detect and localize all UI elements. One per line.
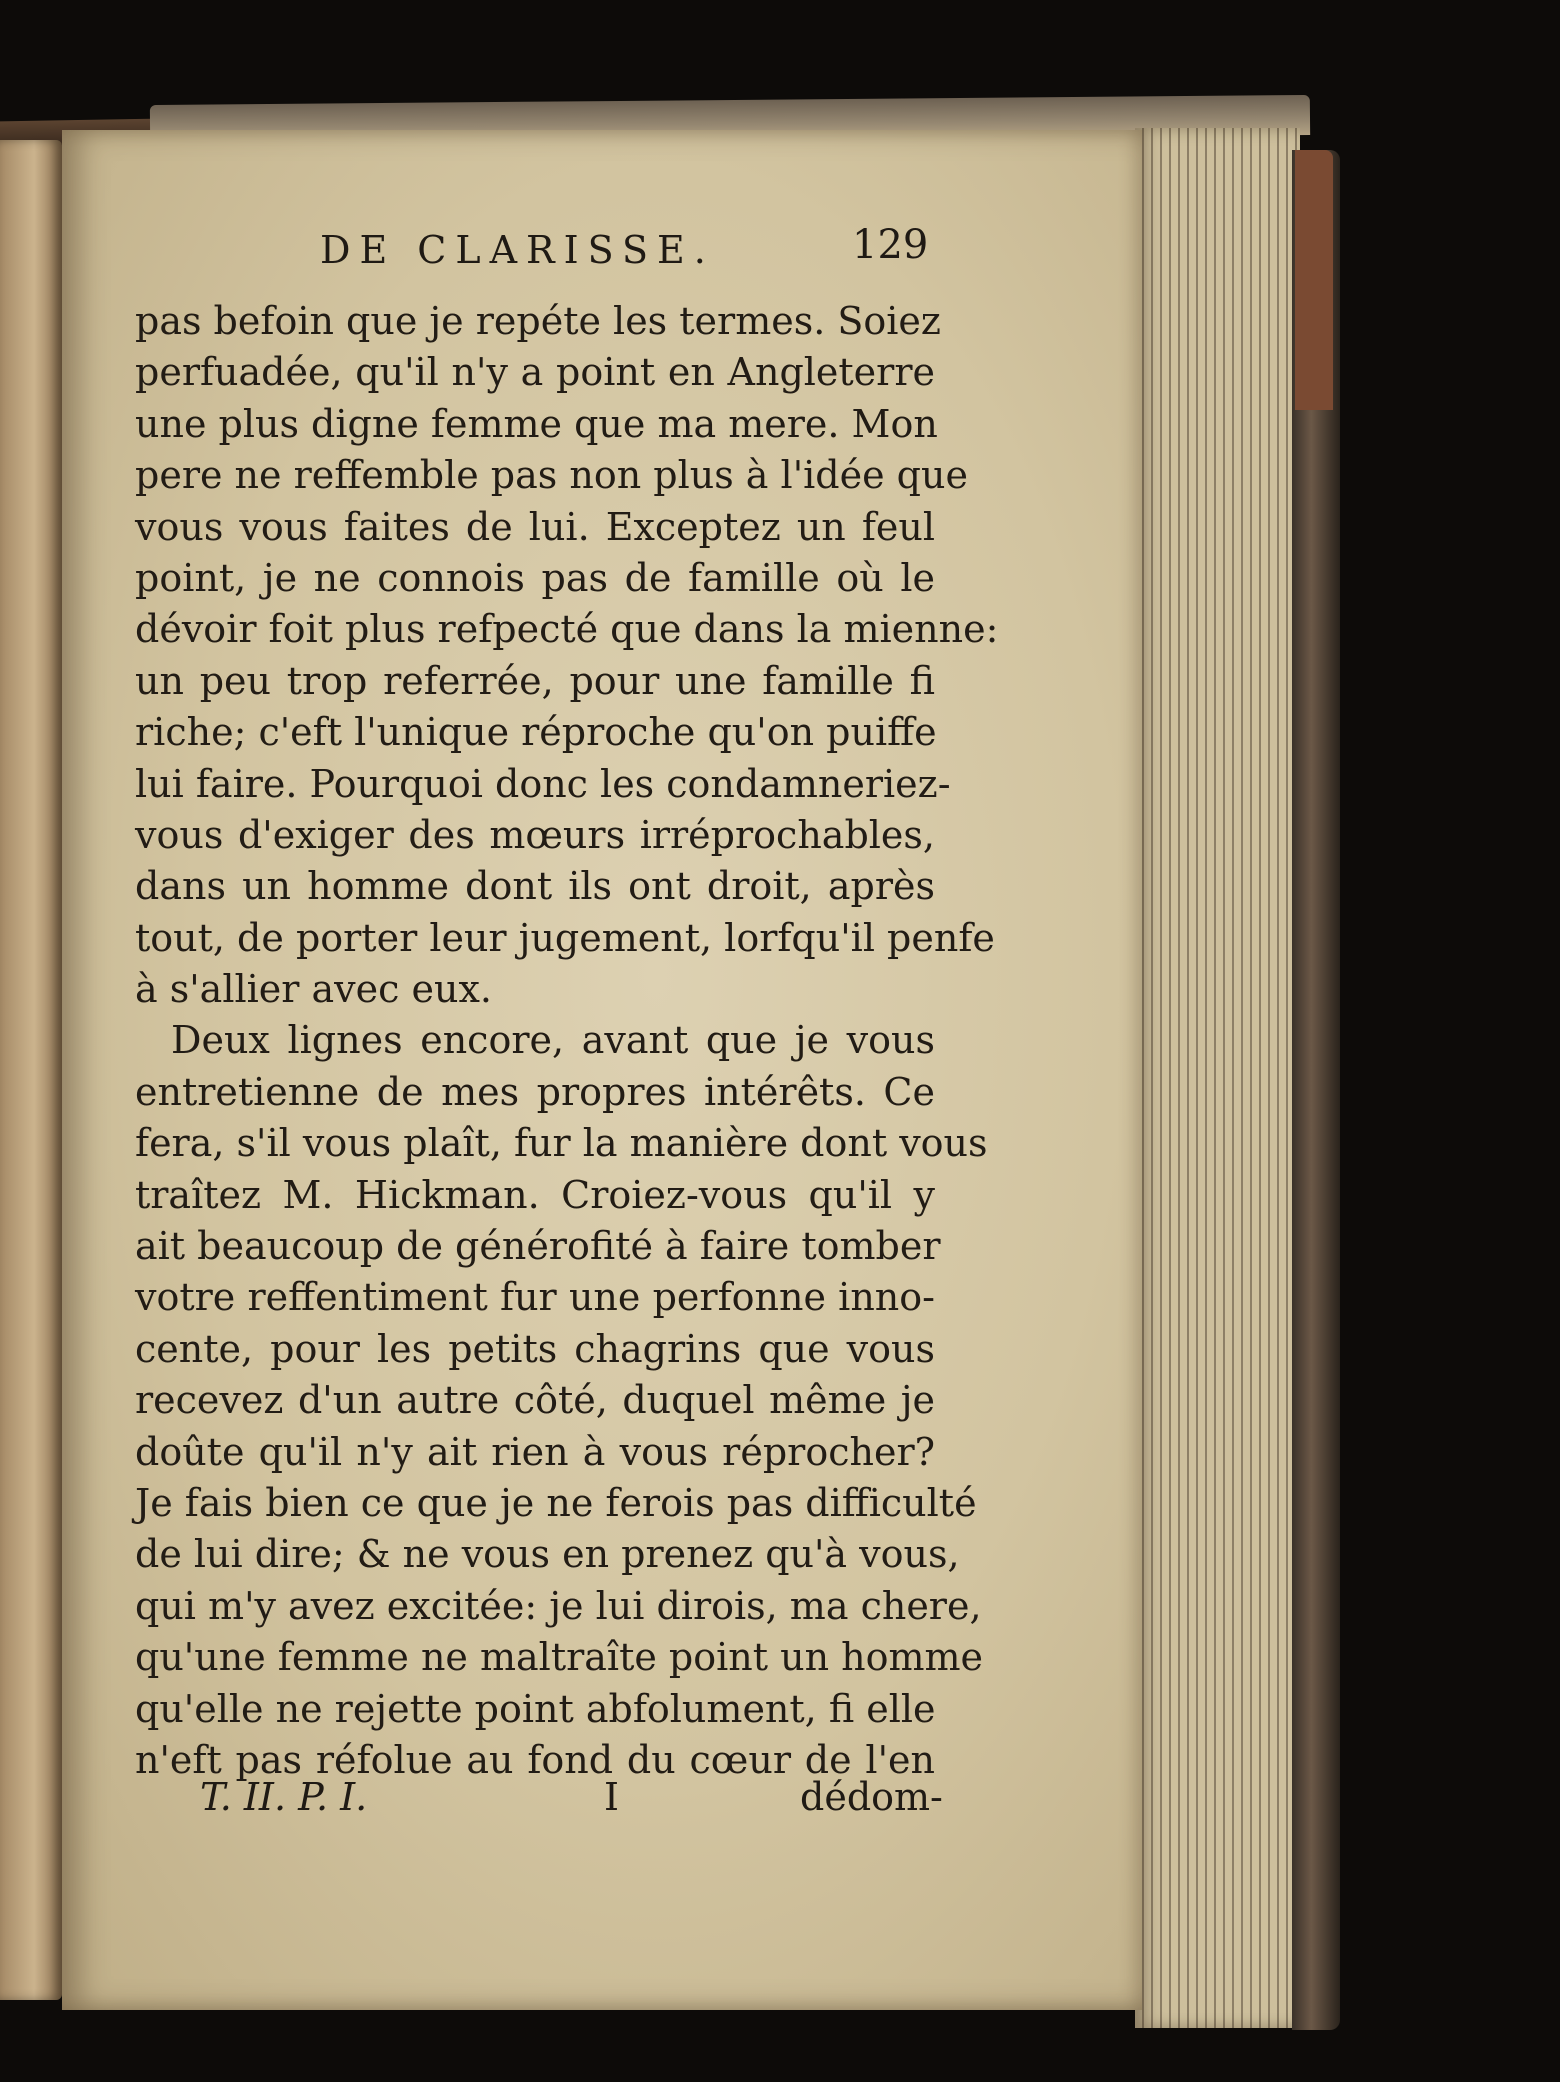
text-line: point, je ne connois pas de famille où le xyxy=(135,555,935,600)
text-line: dans un homme dont ils ont droit, après xyxy=(135,864,935,909)
text-line: recevez d'un autre côté, duquel même je xyxy=(135,1378,935,1423)
text-line: pere ne reffemble pas non plus à l'idée que xyxy=(135,453,968,498)
text-line: vous d'exiger des mœurs irréprochables, xyxy=(135,812,935,857)
text-line: pas befoin que je repéte les termes. Soiez xyxy=(135,299,941,343)
text-line: fera, s'il vous plaît, fur la manière dont vous xyxy=(135,1121,988,1166)
running-head: DE CLARISSE. xyxy=(320,228,715,272)
text-line: ait beaucoup de générofité à faire tomber xyxy=(135,1224,941,1269)
text-line: n'eft pas réfolue au fond du cœur de l'en xyxy=(135,1737,935,1782)
body-text xyxy=(135,296,999,1786)
text-line: qu'elle ne rejette point abfolument, fi elle xyxy=(135,1686,936,1731)
catchword: dédom- xyxy=(800,1775,943,1819)
page-number: 129 xyxy=(852,222,929,268)
left-page-edge xyxy=(0,140,62,2000)
text-line: vous vous faites de lui. Exceptez un feul xyxy=(135,504,935,549)
cover-leather-band xyxy=(1295,150,1333,410)
text-line-paragraph-end: à s'allier avec eux. xyxy=(135,967,492,1012)
text-line: lui faire. Pourquoi donc les condamneriez- xyxy=(135,761,951,806)
signature-mark: T. II. P. I. xyxy=(200,1775,368,1819)
text-line: entretienne de mes propres intérêts. Ce xyxy=(135,1069,935,1114)
text-line: une plus digne femme que ma mere. Mon xyxy=(135,401,938,446)
text-line-paragraph-start: Deux lignes encore, avant que je vous xyxy=(171,1018,935,1063)
signature-letter: I xyxy=(604,1775,620,1819)
text-line: qu'une femme ne maltraîte point un homme xyxy=(135,1635,984,1680)
text-line: de lui dire; & ne vous en prenez qu'à vous, xyxy=(135,1532,960,1577)
fore-edge-page-stack xyxy=(1135,128,1300,2028)
text-line: tout, de porter leur jugement, lorfqu'il penfe xyxy=(135,915,995,960)
text-line: un peu trop referrée, pour une famille fi xyxy=(135,658,935,703)
text-line: qui m'y avez excitée: je lui dirois, ma chere, xyxy=(135,1583,982,1628)
text-line: cente, pour les petits chagrins que vous xyxy=(135,1326,935,1371)
text-line: doûte qu'il n'y ait rien à vous réprocher? xyxy=(135,1429,935,1474)
text-line: Je fais bien ce que je ne ferois pas difficulté xyxy=(135,1480,977,1525)
text-line: votre reffentiment fur une perfonne inno- xyxy=(135,1275,935,1320)
text-line: riche; c'eft l'unique réproche qu'on puiffe xyxy=(135,710,937,755)
text-line: dévoir foit plus refpecté que dans la mienne: xyxy=(135,607,999,652)
text-line: perfuadée, qu'il n'y a point en Angleterre xyxy=(135,350,935,395)
right-cover-board xyxy=(1292,150,1340,2030)
text-line: traîtez M. Hickman. Croiez-vous qu'il y xyxy=(135,1172,935,1217)
